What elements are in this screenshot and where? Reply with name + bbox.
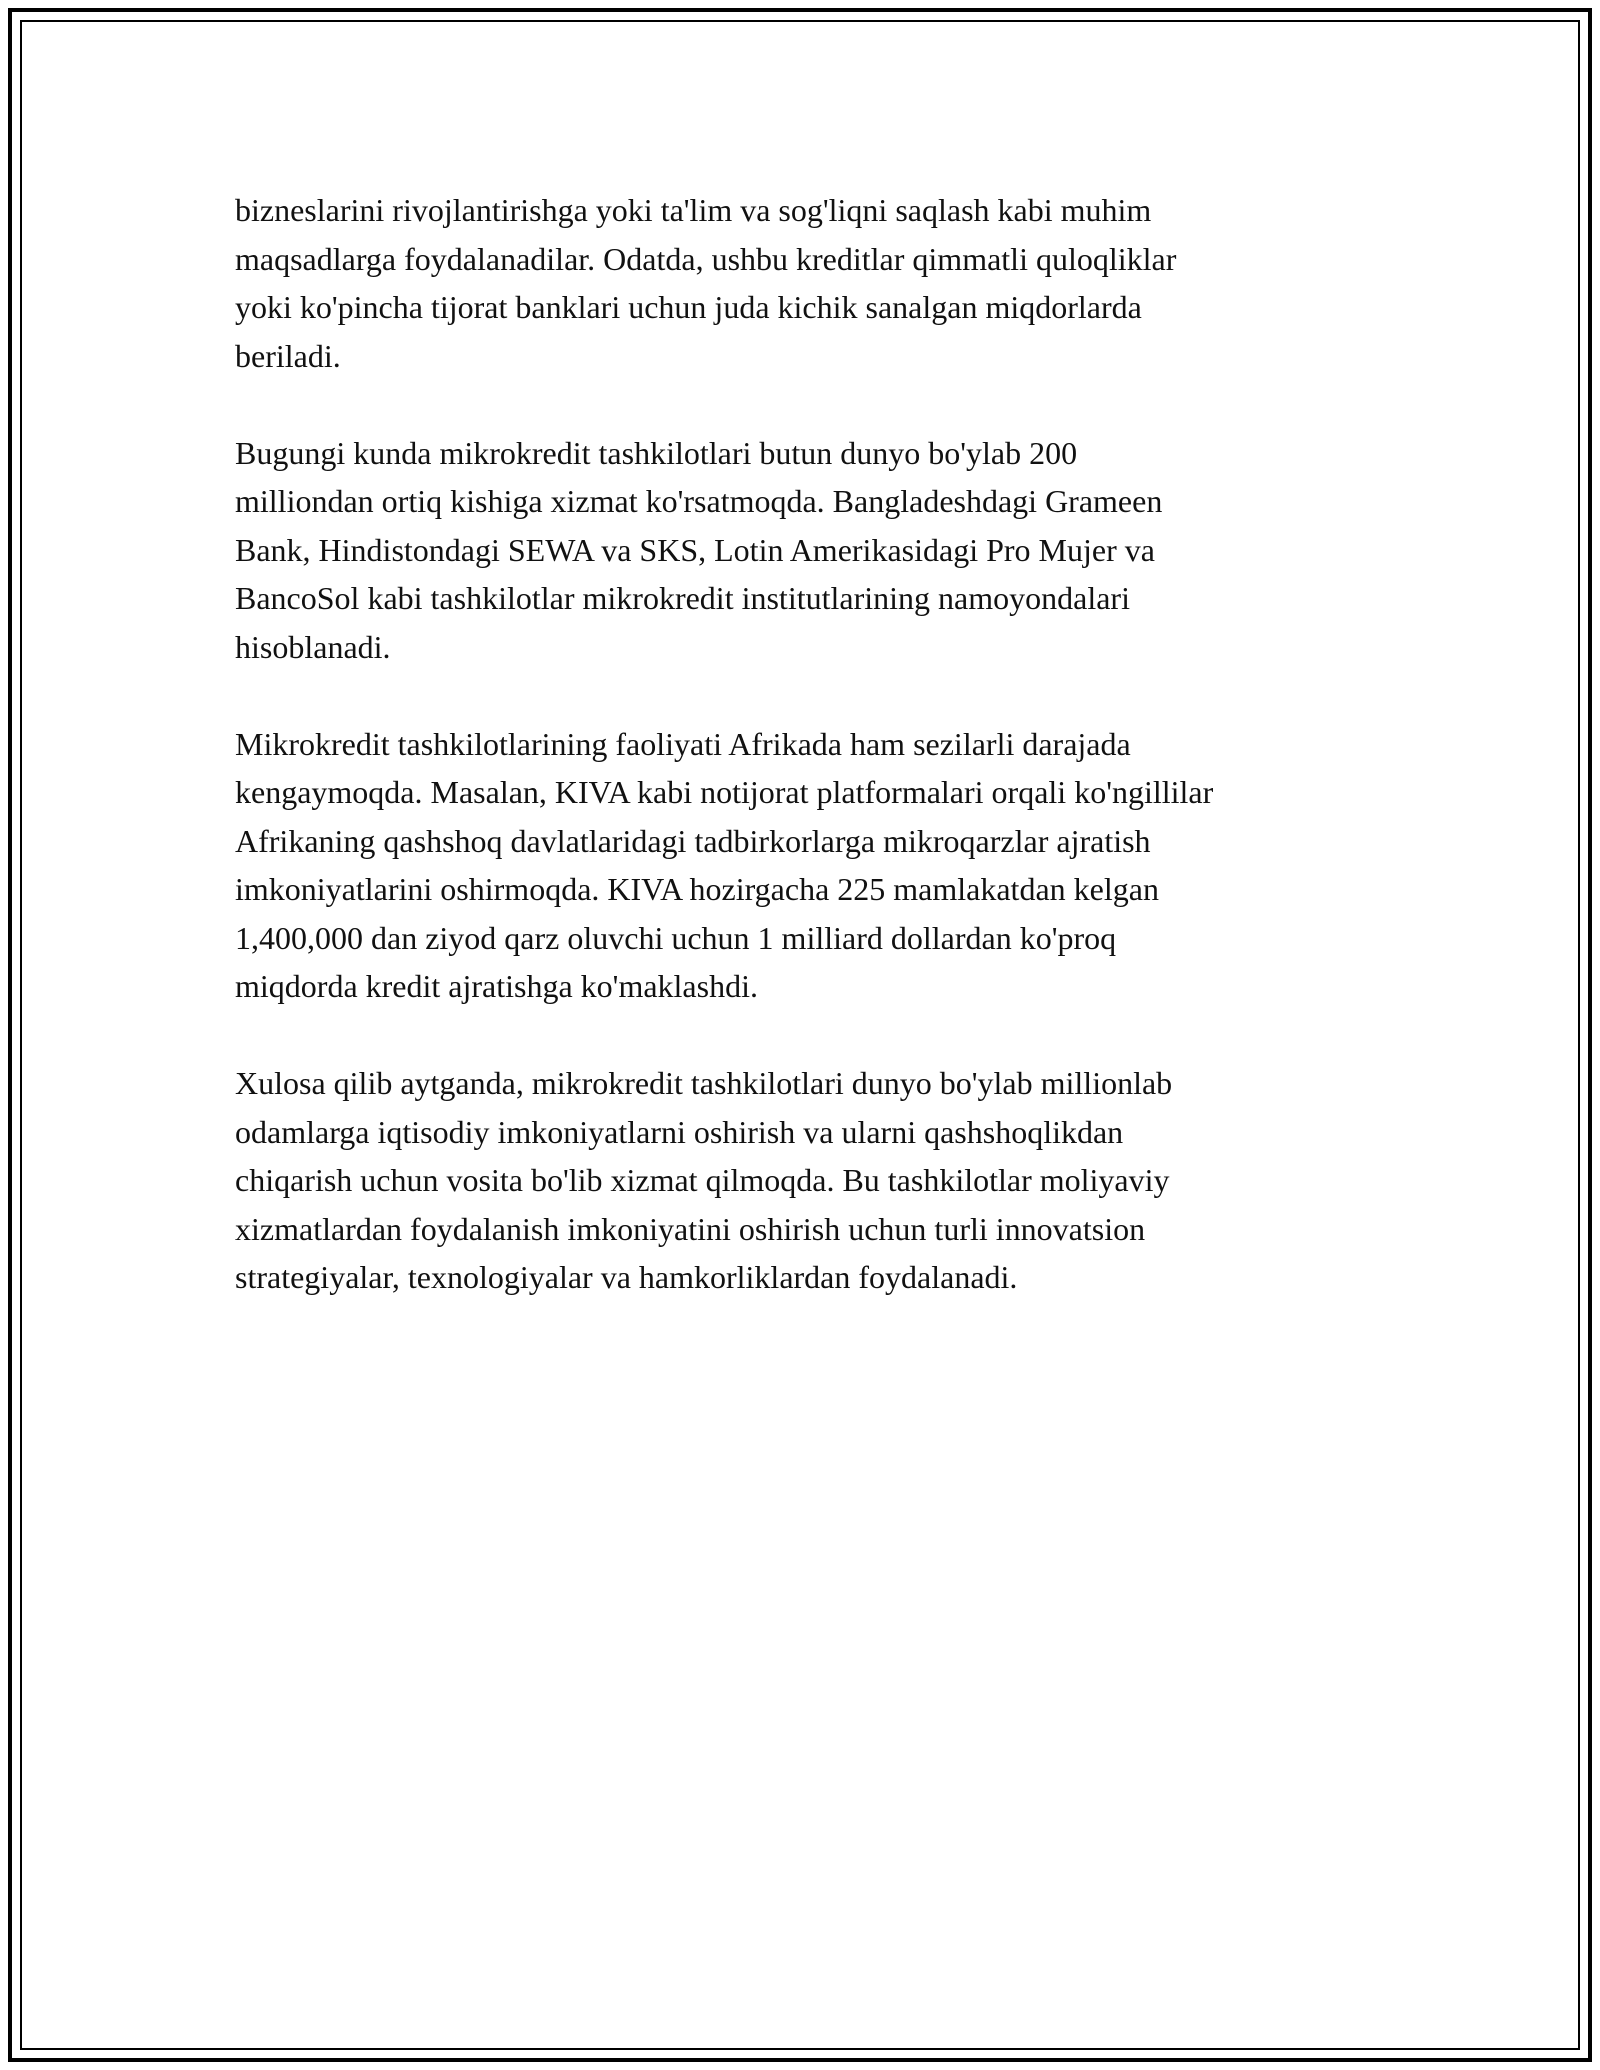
text-line: milliondan ortiq kishiga xizmat ko'rsatmoqda. Bangladeshdagi Grameen bbox=[235, 483, 1163, 519]
text-line: strategiyalar, texnologiyalar va hamkorliklardan foydalanadi. bbox=[235, 1259, 1018, 1295]
text-line: Mikrokredit tashkilotlarining faoliyati Afrikada ham sezilarli darajada bbox=[235, 725, 1131, 762]
text-line: Bank, Hindistondagi SEWA va SKS, Lotin Amerikasidagi Pro Mujer va bbox=[235, 531, 1155, 568]
text-line: Bugungi kunda mikrokredit tashkilotlari butun dunyo bo'ylab 200 bbox=[235, 434, 1078, 471]
text-line: yoki ko'pincha tijorat banklari uchun juda kichik sanalgan miqdorlarda bbox=[235, 289, 1142, 325]
text-line: 1,400,000 dan ziyod qarz oluvchi uchun 1 milliard dollardan ko'proq bbox=[235, 919, 1117, 956]
text-line: miqdorda kredit ajratishga ko'maklashdi. bbox=[235, 968, 758, 1004]
document-body bbox=[235, 186, 1375, 1350]
text-line: chiqarish uchun vosita bo'lib xizmat qilmoqda. Bu tashkilotlar moliyaviy bbox=[235, 1162, 1170, 1198]
text-line: bizneslarini rivojlantirishga yoki ta'lim va sog'liqni saqlash kabi muhim bbox=[235, 192, 1152, 228]
paragraph-1 bbox=[235, 186, 1375, 380]
text-line: BancoSol kabi tashkilotlar mikrokredit institutlarining namoyondalari bbox=[235, 580, 1130, 616]
paragraph-3 bbox=[235, 720, 1375, 1011]
text-line: Xulosa qilib aytganda, mikrokredit tashkilotlari dunyo bo'ylab millionlab bbox=[235, 1065, 1173, 1101]
text-line: hisoblanadi. bbox=[235, 628, 391, 665]
text-line: xizmatlardan foydalanish imkoniyatini oshirish uchun turli innovatsion bbox=[235, 1210, 1146, 1247]
text-line: maqsadlarga foydalanadilar. Odatda, ushbu kreditlar qimmatli quloqliklar bbox=[235, 240, 1177, 277]
text-line: kengaymoqda. Masalan, KIVA kabi notijorat platformalari orqali ko'ngillilar bbox=[235, 774, 1214, 810]
text-line: imkoniyatlarini oshirmoqda. KIVA hozirgacha 225 mamlakatdan kelgan bbox=[235, 871, 1159, 907]
text-line: odamlarga iqtisodiy imkoniyatlarni oshirish va ularni qashshoqlikdan bbox=[235, 1113, 1124, 1150]
text-line: Afrikaning qashshoq davlatlaridagi tadbirkorlarga mikroqarzlar ajratish bbox=[235, 822, 1151, 859]
paragraph-2 bbox=[235, 429, 1375, 672]
text-line: beriladi. bbox=[235, 337, 341, 374]
paragraph-4 bbox=[235, 1059, 1375, 1302]
